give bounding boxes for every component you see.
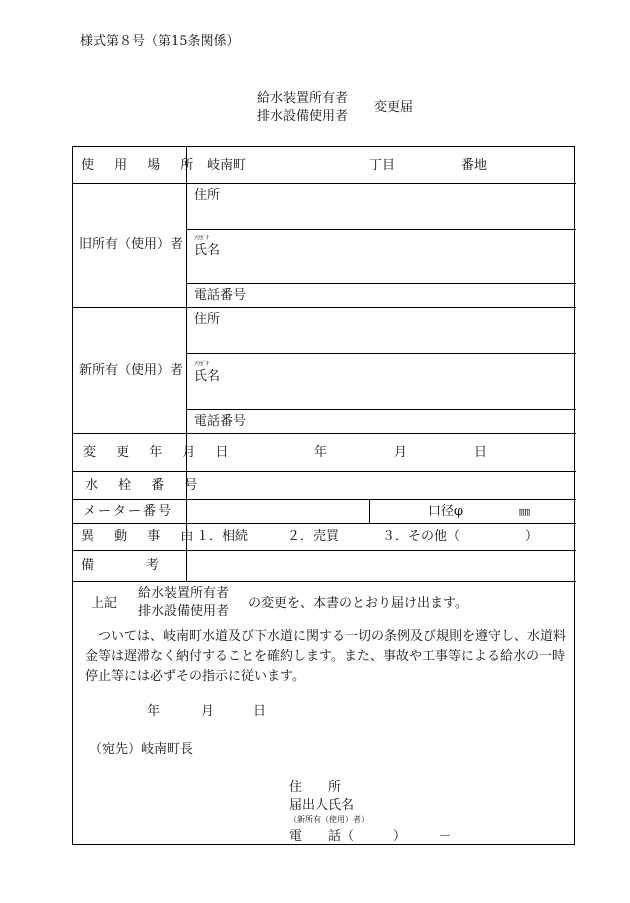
- reason-label: 異 動 事 由: [81, 529, 202, 544]
- new-owner-address-label[interactable]: 住所: [194, 312, 221, 327]
- old-owner-name-label[interactable]: 氏名: [194, 243, 221, 258]
- row-divider: [186, 409, 576, 410]
- hydrant-number-label: 水 栓 番 号: [85, 478, 206, 493]
- form-table: [72, 146, 575, 845]
- addressee: （宛先）岐南町長: [89, 742, 194, 757]
- signer-name-label: 届出人氏名: [289, 798, 355, 813]
- declaration-prefix: 上記: [91, 596, 118, 611]
- meter-caliber-label[interactable]: 口径φ: [428, 504, 464, 519]
- reason-option-inheritance[interactable]: １．相続: [196, 529, 249, 544]
- column-divider: [186, 147, 187, 581]
- declaration-paragraph: ついては、岐南町水道及び下水道に関する一切の条例及び規則を遵守し、水道料金等は遅滞なく納付することを確約します。また、事故や工事等による給水の一時停止等には必ずその指示に従います。: [85, 629, 567, 684]
- title-line-2: 排水設備使用者: [257, 109, 349, 124]
- old-owner-label: 旧所有（使用）者: [79, 237, 184, 252]
- row-divider: [73, 581, 576, 582]
- new-owner-label: 新所有（使用）者: [79, 363, 184, 378]
- column-divider: [369, 499, 370, 523]
- usage-place-label: 使 用 場 所: [81, 158, 202, 173]
- row-divider: [73, 433, 576, 434]
- row-divider: [186, 283, 576, 284]
- row-divider: [73, 499, 576, 500]
- row-divider: [73, 183, 576, 184]
- old-owner-address-label[interactable]: 住所: [194, 188, 221, 203]
- change-date-label: 変 更 年 月 日: [83, 445, 237, 460]
- usage-place-town: 岐南町: [207, 158, 247, 173]
- row-divider: [73, 471, 576, 472]
- declaration-suffix: の変更を、本書のとおり届け出ます。: [248, 596, 468, 611]
- old-owner-phone-label[interactable]: 電話番号: [194, 288, 247, 303]
- meter-caliber-unit: ㎜: [519, 505, 530, 518]
- row-divider: [73, 523, 576, 524]
- signer-phone-label: 電 話（ ） －: [289, 829, 452, 844]
- declaration-date-month: 月: [201, 704, 215, 719]
- change-date-day[interactable]: 日: [474, 445, 488, 460]
- declaration-line-1: 給水装置所有者: [138, 586, 230, 601]
- reason-option-sale[interactable]: ２．売買: [287, 529, 340, 544]
- reason-option-other[interactable]: ３．その他（ ）: [382, 529, 539, 544]
- declaration-date-year: 年: [147, 704, 161, 719]
- usage-place-chome: 丁目: [369, 158, 396, 173]
- row-divider: [73, 307, 576, 308]
- change-date-month[interactable]: 月: [394, 445, 408, 460]
- old-owner-furigana-label: ﾌﾘｶﾞﾅ: [194, 235, 210, 242]
- change-date-year[interactable]: 年: [314, 445, 328, 460]
- new-owner-phone-label[interactable]: 電話番号: [194, 414, 247, 429]
- meter-number-label: メーター番号: [83, 504, 174, 519]
- remarks-label: 備 考: [81, 558, 160, 573]
- row-divider: [186, 353, 576, 354]
- row-divider: [73, 550, 576, 551]
- declaration-date-day: 日: [253, 704, 267, 719]
- title-line-1: 給水装置所有者: [257, 91, 349, 106]
- title-suffix: 変更届: [374, 100, 414, 115]
- signer-address-label: 住 所: [289, 780, 342, 795]
- signer-note: （新所有（使用）者）: [289, 815, 369, 824]
- declaration-line-2: 排水設備使用者: [138, 604, 230, 619]
- form-number: 様式第８号（第15条関係）: [80, 34, 240, 49]
- new-owner-furigana-label: ﾌﾘｶﾞﾅ: [194, 361, 210, 368]
- new-owner-name-label[interactable]: 氏名: [194, 369, 221, 384]
- usage-place-banchi: 番地: [461, 158, 488, 173]
- row-divider: [186, 229, 576, 230]
